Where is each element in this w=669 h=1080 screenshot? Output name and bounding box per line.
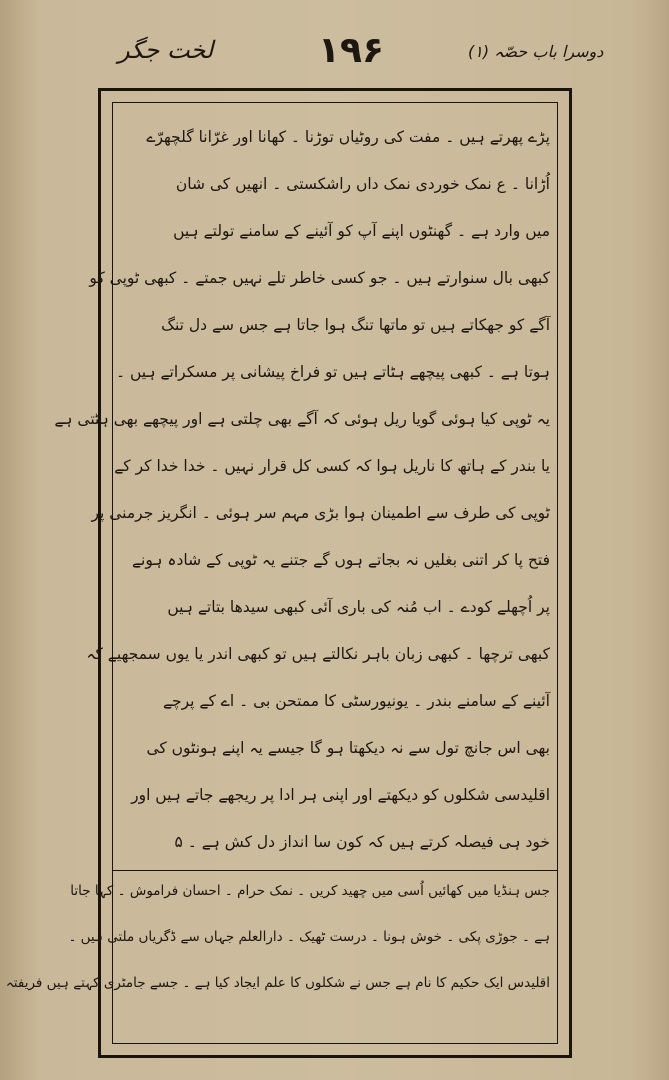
footnote-line: اقلیدس ایک حکیم کا نام ہے جس نے شکلوں کا علم ایجاد کیا ہے ۔ جسے جامٹری کہتے ہیں فریفتہ: [5, 975, 550, 991]
text-line: آئینے کے سامنے بندر ۔ یونیورسٹی کا ممتحن بی ۔ اے کے پرچے: [162, 692, 550, 710]
text-line: ہوتا ہے ۔ کبھی پیچھے ہٹاتے ہیں تو فراخ پیشانی پر مسکراتے ہیں ۔: [115, 363, 550, 381]
text-line: فتح پا کر اتنی بغلیں نہ بجاتے ہوں گے جتنے یہ ٹوپی کے شادہ ہونے: [131, 551, 550, 569]
footnotes: [5, 880, 550, 1018]
text-line: پر اُچھلے کودے ۔ اب مُنہ کی باری آئی کبھی سیدھا بتاتے ہیں: [167, 598, 550, 616]
text-line: اقلیدسی شکلوں کو دیکھتے اور اپنی ہر ادا پر ریجھے جاتے ہیں اور: [131, 786, 550, 804]
text-line: خود ہی فیصلہ کرتے ہیں کہ کون سا انداز دل کش ہے ۔ ۵: [174, 833, 550, 851]
text-line: میں وارد ہے ۔ گھنٹوں اپنے آپ کو آئینے کے سامنے تولتے ہیں: [173, 222, 550, 240]
footnote-line: ہے ۔ جوڑی پکی ۔ خوش ہونا ۔ درست ٹھیک ۔ دارالعلم جہاں سے ڈگریاں ملتی ہیں ۔: [68, 929, 550, 945]
text-line: اُڑانا ۔ ع نمک خوردی نمک داں راشکستی ۔ انھیں کی شان: [175, 175, 550, 193]
running-title: لخت جگر: [118, 36, 214, 64]
page-number: ۱۹۶: [318, 30, 384, 71]
text-line: پڑے پھرتے ہیں ۔ مفت کی روٹیاں توڑنا ۔ کھانا اور غرّانا گلچھرّے: [146, 128, 550, 146]
text-line: بھی اس جانچ تول سے نہ دیکھتا ہو گا جیسے یہ اپنے ہونٹوں کی: [146, 739, 550, 757]
text-line: کبھی بال سنوارتے ہیں ۔ جو کسی خاطر تلے نہیں جمتے ۔ کبھی ٹوپی کو: [89, 269, 550, 287]
footnote-divider: [112, 870, 558, 871]
text-line: ٹوپی کی طرف سے اطمینان ہوا بڑی مہم سر ہوئی ۔ انگریز جرمنی پر: [91, 504, 550, 522]
text-line: یہ ٹوپی کیا ہوئی گویا ریل ہوئی کہ آگے بھی چلتی ہے اور پیچھے بھی ہٹتی ہے: [54, 410, 550, 428]
section-label: دوسرا باب حصّہ (۱): [468, 42, 604, 61]
text-line: آگے کو جھکاتے ہیں تو ماتھا تنگ ہوا جاتا ہے جس سے دل تنگ: [161, 316, 550, 334]
text-line: یا بندر کے ہاتھ کا ناریل ہوا کہ کسی کل قرار نہیں ۔ خدا خدا کر کے: [114, 457, 550, 475]
footnote-line: جس ہنڈیا میں کھائیں اُسی میں چھید کریں ۔ نمک حرام ۔ احسان فراموش ۔ کہا جاتا: [70, 883, 550, 899]
text-line: کبھی ترچھا ۔ کبھی زبان باہر نکالتے ہیں تو کبھی اندر یا یوں سمجھیے کہ: [86, 645, 550, 663]
main-text: [54, 124, 550, 876]
page-header: [0, 30, 669, 80]
